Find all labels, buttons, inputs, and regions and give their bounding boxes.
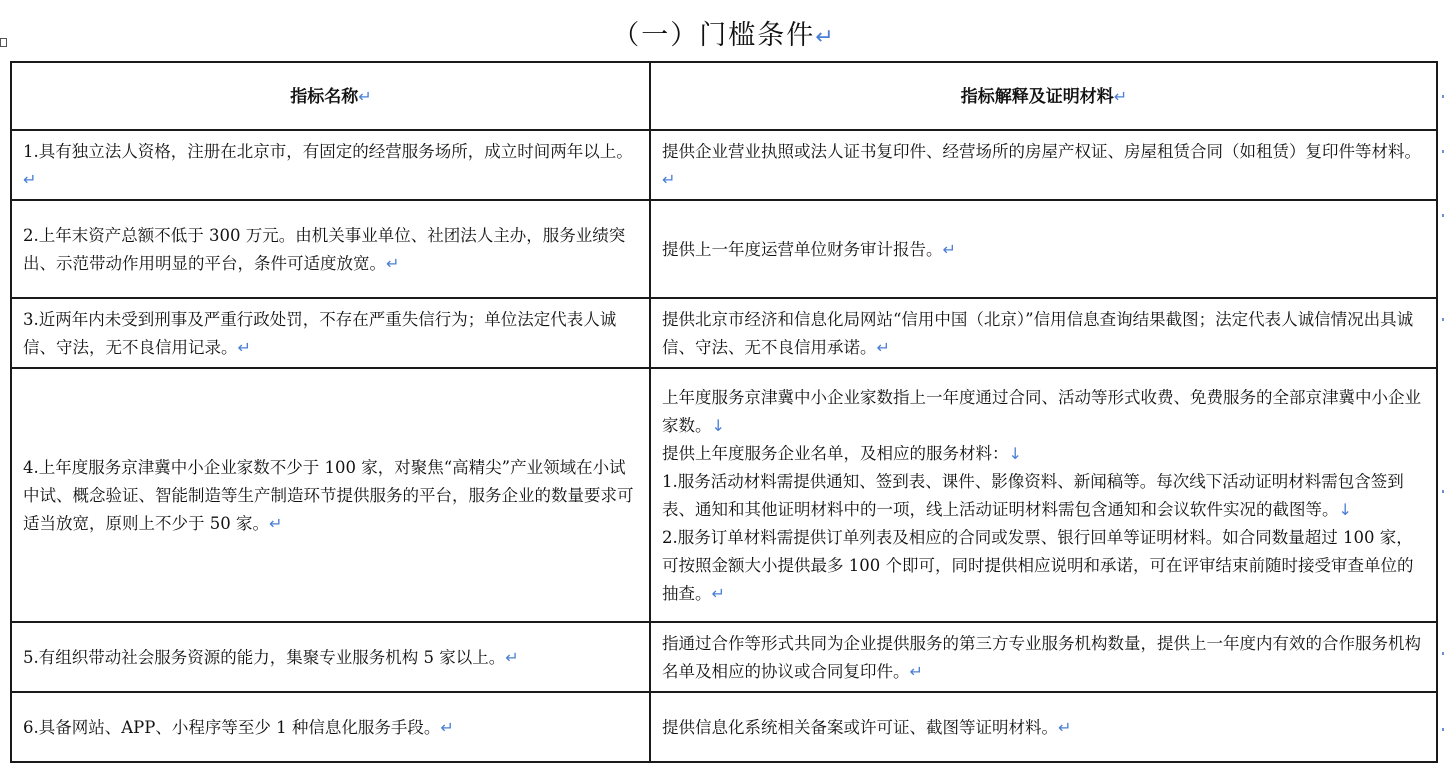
evidence-text: 1.服务活动材料需提供通知、签到表、课件、影像资料、新闻稿等。每次线下活动证明材料需包含签到表、通知和其他证明材料中的一项，线上活动证明材料需包含通知和会议软件实况的截图等。 xyxy=(662,472,1404,519)
page-title xyxy=(0,18,1448,56)
row-end-marker xyxy=(1442,318,1444,321)
row-end-marker xyxy=(1442,150,1444,153)
evidence-cell[interactable] xyxy=(650,368,1437,622)
evidence-line xyxy=(662,440,1426,468)
evidence-text: 提供上年度服务企业名单，及相应的服务材料： xyxy=(662,444,1009,463)
criterion-cell[interactable] xyxy=(11,692,650,762)
criterion-text: 6.具备网站、APP、小程序等至少 1 种信息化服务手段。 xyxy=(23,718,441,737)
evidence-text: 上年度服务京津冀中小企业家数指上一年度通过合同、活动等形式收费、免费服务的全部京津冀中小企业家数。 xyxy=(662,388,1421,435)
paragraph-mark-icon: ↵ xyxy=(909,662,923,681)
evidence-cell[interactable] xyxy=(650,298,1437,368)
paragraph-mark-icon: ↵ xyxy=(942,240,956,259)
evidence-text: 提供信息化系统相关备案或许可证、截图等证明材料。 xyxy=(662,718,1058,737)
paragraph-mark-icon: ↵ xyxy=(1058,718,1072,737)
evidence-text: 提供企业营业执照或法人证书复印件、经营场所的房屋产权证、房屋租赁合同（如租赁）复印件等材料。 xyxy=(662,142,1421,161)
line-break-icon: ↓ xyxy=(1338,500,1352,519)
header-criterion xyxy=(11,62,650,130)
paragraph-mark-icon: ↵ xyxy=(440,718,454,737)
criterion-cell[interactable] xyxy=(11,368,650,622)
evidence-cell[interactable] xyxy=(650,622,1437,692)
table-row xyxy=(11,368,1437,622)
paragraph-mark-icon: ↵ xyxy=(386,254,400,273)
evidence-text: 2.服务订单材料需提供订单列表及相应的合同或发票、银行回单等证明材料。如合同数量超过 100 家，可按照金额大小提供最多 100 个即可，同时提供相应说明和承诺，可在评审结束前随时接受审查单位的抽查。 xyxy=(662,528,1414,603)
title-text: （一）门槛条件 xyxy=(612,20,816,51)
header-criterion-label: 指标名称 xyxy=(290,87,359,107)
evidence-text: 提供上一年度运营单位财务审计报告。 xyxy=(662,240,943,259)
row-end-marker xyxy=(1442,95,1444,98)
paragraph-mark-icon: ↵ xyxy=(876,338,890,357)
paragraph-mark-icon: ↵ xyxy=(815,25,836,50)
line-break-icon: ↓ xyxy=(1008,444,1022,463)
criterion-cell[interactable] xyxy=(11,130,650,200)
table-row xyxy=(11,200,1437,298)
paragraph-mark-icon: ↵ xyxy=(1113,87,1128,106)
paragraph-mark-icon: ↵ xyxy=(662,170,676,189)
criterion-text: 1.具有独立法人资格，注册在北京市，有固定的经营服务场所，成立时间两年以上。 xyxy=(23,142,633,161)
paragraph-mark-icon: ↵ xyxy=(711,584,725,603)
evidence-line xyxy=(662,524,1426,608)
criterion-text: 5.有组织带动社会服务资源的能力，集聚专业服务机构 5 家以上。 xyxy=(23,648,506,667)
header-evidence-label: 指标解释及证明材料 xyxy=(960,87,1114,107)
criterion-text: 2.上年末资产总额不低于 300 万元。由机关事业单位、社团法人主办，服务业绩突出、示范带动作用明显的平台，条件可适度放宽。 xyxy=(23,226,626,273)
evidence-line xyxy=(662,468,1426,524)
table-row xyxy=(11,622,1437,692)
threshold-table xyxy=(10,61,1438,763)
evidence-cell[interactable] xyxy=(650,200,1437,298)
criterion-cell[interactable] xyxy=(11,200,650,298)
line-break-icon: ↓ xyxy=(711,416,725,435)
evidence-line xyxy=(662,384,1426,440)
row-end-marker xyxy=(1442,490,1444,493)
paragraph-mark-icon: ↵ xyxy=(358,87,372,106)
row-end-marker xyxy=(1442,214,1444,217)
criterion-text: 4.上年度服务京津冀中小企业家数不少于 100 家，对聚焦“高精尖”产业领域在小试中试、概念验证、智能制造等生产制造环节提供服务的平台，服务企业的数量要求可适当放宽，原则上不少于 50 家。 xyxy=(23,458,634,533)
criterion-cell[interactable] xyxy=(11,298,650,368)
header-evidence xyxy=(650,62,1437,130)
paragraph-mark-icon: ↵ xyxy=(505,648,519,667)
evidence-text: 指通过合作等形式共同为企业提供服务的第三方专业服务机构数量，提供上一年度内有效的合作服务机构名单及相应的协议或合同复印件。 xyxy=(662,634,1421,681)
table-row xyxy=(11,130,1437,200)
criterion-cell[interactable] xyxy=(11,622,650,692)
paragraph-mark-icon: ↵ xyxy=(269,514,283,533)
header-row xyxy=(11,62,1437,130)
row-end-marker xyxy=(1442,728,1444,731)
evidence-text: 提供北京市经济和信息化局网站“信用中国（北京）”信用信息查询结果截图；法定代表人诚信情况出具诚信、守法、无不良信用承诺。 xyxy=(662,310,1414,357)
table-row xyxy=(11,298,1437,368)
row-end-marker xyxy=(1442,652,1444,655)
table-row xyxy=(11,692,1437,762)
paragraph-mark-icon: ↵ xyxy=(237,338,251,357)
paragraph-mark-icon: ↵ xyxy=(23,170,37,189)
evidence-cell[interactable] xyxy=(650,692,1437,762)
evidence-cell[interactable] xyxy=(650,130,1437,200)
criterion-text: 3.近两年内未受到刑事及严重行政处罚，不存在严重失信行为；单位法定代表人诚信、守法，无不良信用记录。 xyxy=(23,310,617,357)
